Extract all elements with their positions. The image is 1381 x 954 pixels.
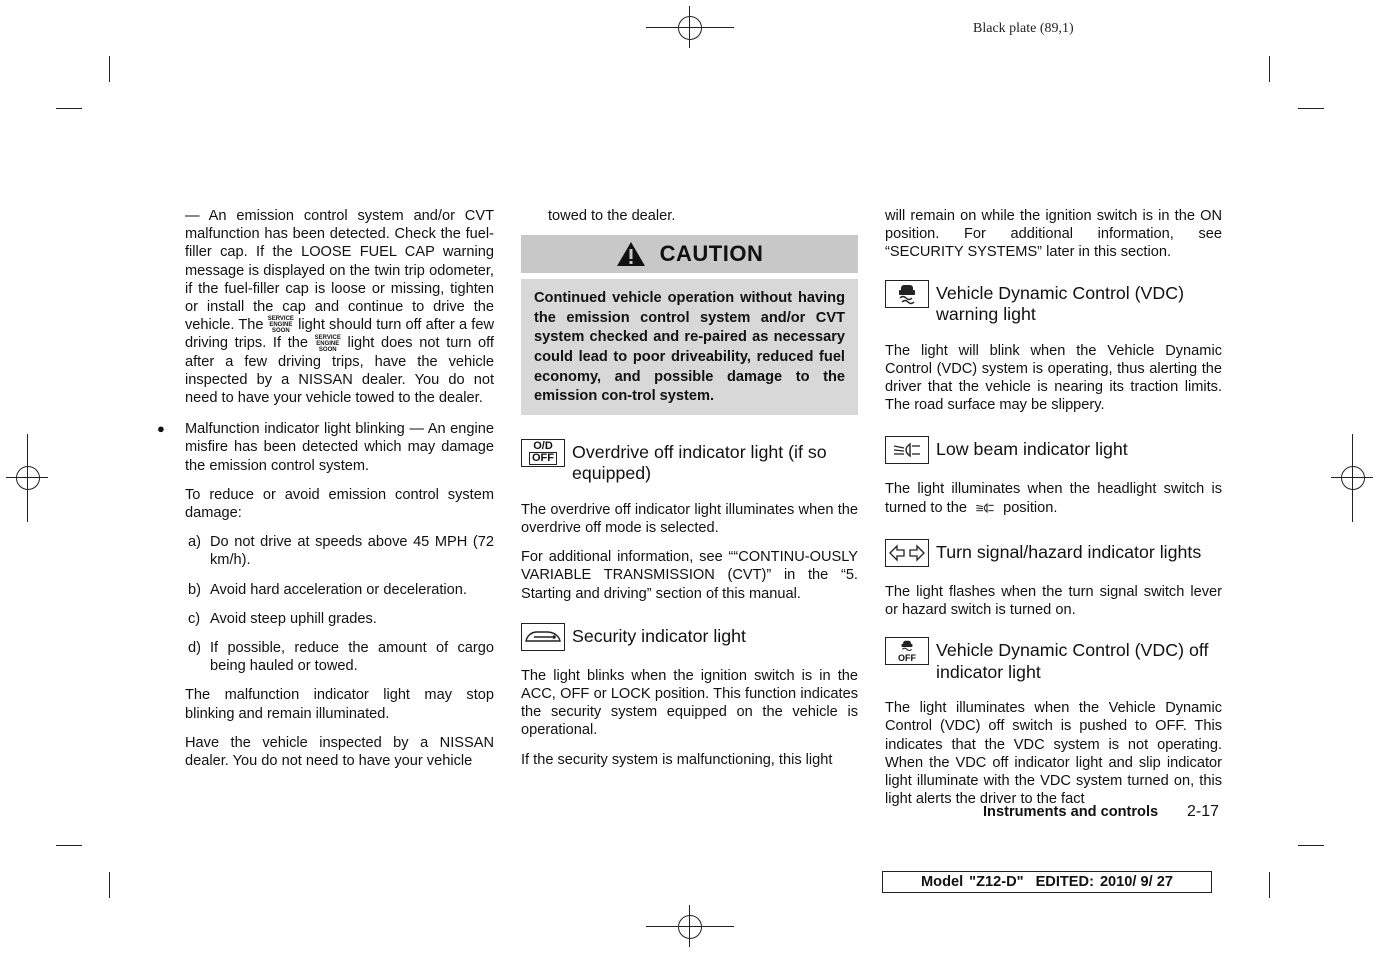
list-item: d) If possible, reduce the amount of cargo being hauled or towed. xyxy=(188,640,494,675)
bullet-item: ● Malfunction indicator light blinking — An engine misfire has been detected which may damage the emission control system. xyxy=(157,421,494,474)
od-title: Overdrive off indicator light (if so equipped) xyxy=(572,441,827,484)
low-beam-icon xyxy=(885,436,929,464)
turn-signal-paragraph: The light flashes when the turn signal switch lever or hazard switch is turned on. xyxy=(885,583,1222,619)
low-beam-inline-icon xyxy=(971,502,999,514)
security-continued: will remain on while the ignition switch is in the ON position. For additional information, see “SECURITY SYSTEMS” later in this section. xyxy=(885,208,1222,261)
caution-header xyxy=(521,235,858,273)
security-title: Security indicator light xyxy=(572,625,746,646)
bullet-icon: ● xyxy=(157,421,165,437)
turn-signal-arrows-icon xyxy=(885,539,929,567)
reduce-paragraph: To reduce or avoid emission control system damage: xyxy=(185,486,494,522)
list-item: c) Avoid steep uphill grades. xyxy=(188,610,377,627)
stop-paragraph: The malfunction indicator light may stop blinking and remain illuminated. xyxy=(185,687,494,722)
section-name: Instruments and controls xyxy=(983,804,1159,820)
vdc-off-heading xyxy=(885,637,1222,683)
low-beam-heading xyxy=(885,436,1222,464)
vdc-heading xyxy=(885,280,1222,326)
security-paragraph-2: If the security system is malfunctioning, this light xyxy=(521,751,833,768)
vdc-off-title: Vehicle Dynamic Control (VDC) off indicator light xyxy=(936,640,1209,682)
emission-paragraph: — An emission control system and/or CVT malfunction has been detected. Check the fuel-filler cap. If the LOOSE FUEL CAP warning message is displayed on the twin trip odometer, if the fuel-filler cap is loose or missing, tighten or install the cap and continue to drive the vehicle. The SERVICE ENGINE SOON light should turn off after a few driving trips. If the SERVICE ENGINE SOON light does not turn off after a few driving trips, have the vehicle inspected by a NISSAN dealer. You do not need to have your vehicle towed to the dealer. xyxy=(185,208,494,407)
low-beam-paragraph: The light illuminates when the headlight switch is turned to the position. xyxy=(885,481,1222,516)
vdc-title: Vehicle Dynamic Control (VDC) warning light xyxy=(936,282,1185,325)
service-engine-soon-icon: SERVICE ENGINE SOON xyxy=(267,316,294,335)
plate-label: Black plate (89,1) xyxy=(973,21,1074,36)
vdc-off-icon: OFF xyxy=(885,637,929,665)
column-left xyxy=(157,207,494,770)
service-engine-soon-icon: SERVICE ENGINE SOON xyxy=(314,334,341,353)
security-heading xyxy=(521,623,858,651)
security-paragraph-1: The light blinks when the ignition switch is in the ACC, OFF or LOCK position. This function indicates the security system equipped on the vehicle is operational. xyxy=(521,667,858,739)
turn-signal-title: Turn signal/hazard indicator lights xyxy=(936,541,1202,562)
vdc-off-paragraph: The light illuminates when the Vehicle Dynamic Control (VDC) off switch is pushed to OFF. This indicates that the VDC system is not operating. When the VDC off indicator light and slip indicator light illuminate with the VDC system turned on, this light alerts the driver to the fact xyxy=(885,700,1222,808)
low-beam-title: Low beam indicator light xyxy=(936,439,1128,460)
column-right xyxy=(885,207,1222,808)
caution-body: Continued vehicle operation without having the emission control system and/or CVT system checked and re-paired as necessary could lead to poor driveability, reduced fuel economy, and possible damage to the emission con-trol system. xyxy=(521,279,858,415)
turn-signal-heading xyxy=(885,539,1222,567)
column-middle xyxy=(521,207,858,769)
warning-triangle-icon xyxy=(616,241,646,267)
inspect-paragraph: Have the vehicle inspected by a NISSAN dealer. You do not need to have your vehicle xyxy=(185,734,494,770)
od-paragraph-2: For additional information, see ““CONTINU-OUSLY VARIABLE TRANSMISSION (CVT)” in the “5. Starting and driving” section of this manual. xyxy=(521,549,858,602)
list-item: a) Do not drive at speeds above 45 MPH (72 km/h). xyxy=(188,534,494,569)
vdc-paragraph: The light will blink when the Vehicle Dynamic Control (VDC) system is operating, thus alerting the driver that the vehicle is nearing its traction limits. The road surface may be slippery. xyxy=(885,342,1222,414)
page-number: 2-17 xyxy=(1187,803,1220,820)
security-car-icon xyxy=(521,623,565,651)
towed-text: towed to the dealer. xyxy=(548,208,676,224)
model-edited-box: Model "Z12-D" EDITED: 2010/ 9/ 27 xyxy=(882,871,1212,893)
caution-title: CAUTION xyxy=(659,241,764,267)
od-heading xyxy=(521,439,858,485)
overdrive-off-icon: O/D OFF xyxy=(521,439,565,467)
vdc-warning-icon xyxy=(885,280,929,308)
list-item: b) Avoid hard acceleration or deceleration. xyxy=(188,581,467,598)
od-paragraph-1: The overdrive off indicator light illuminates when the overdrive off mode is selected. xyxy=(521,501,858,536)
